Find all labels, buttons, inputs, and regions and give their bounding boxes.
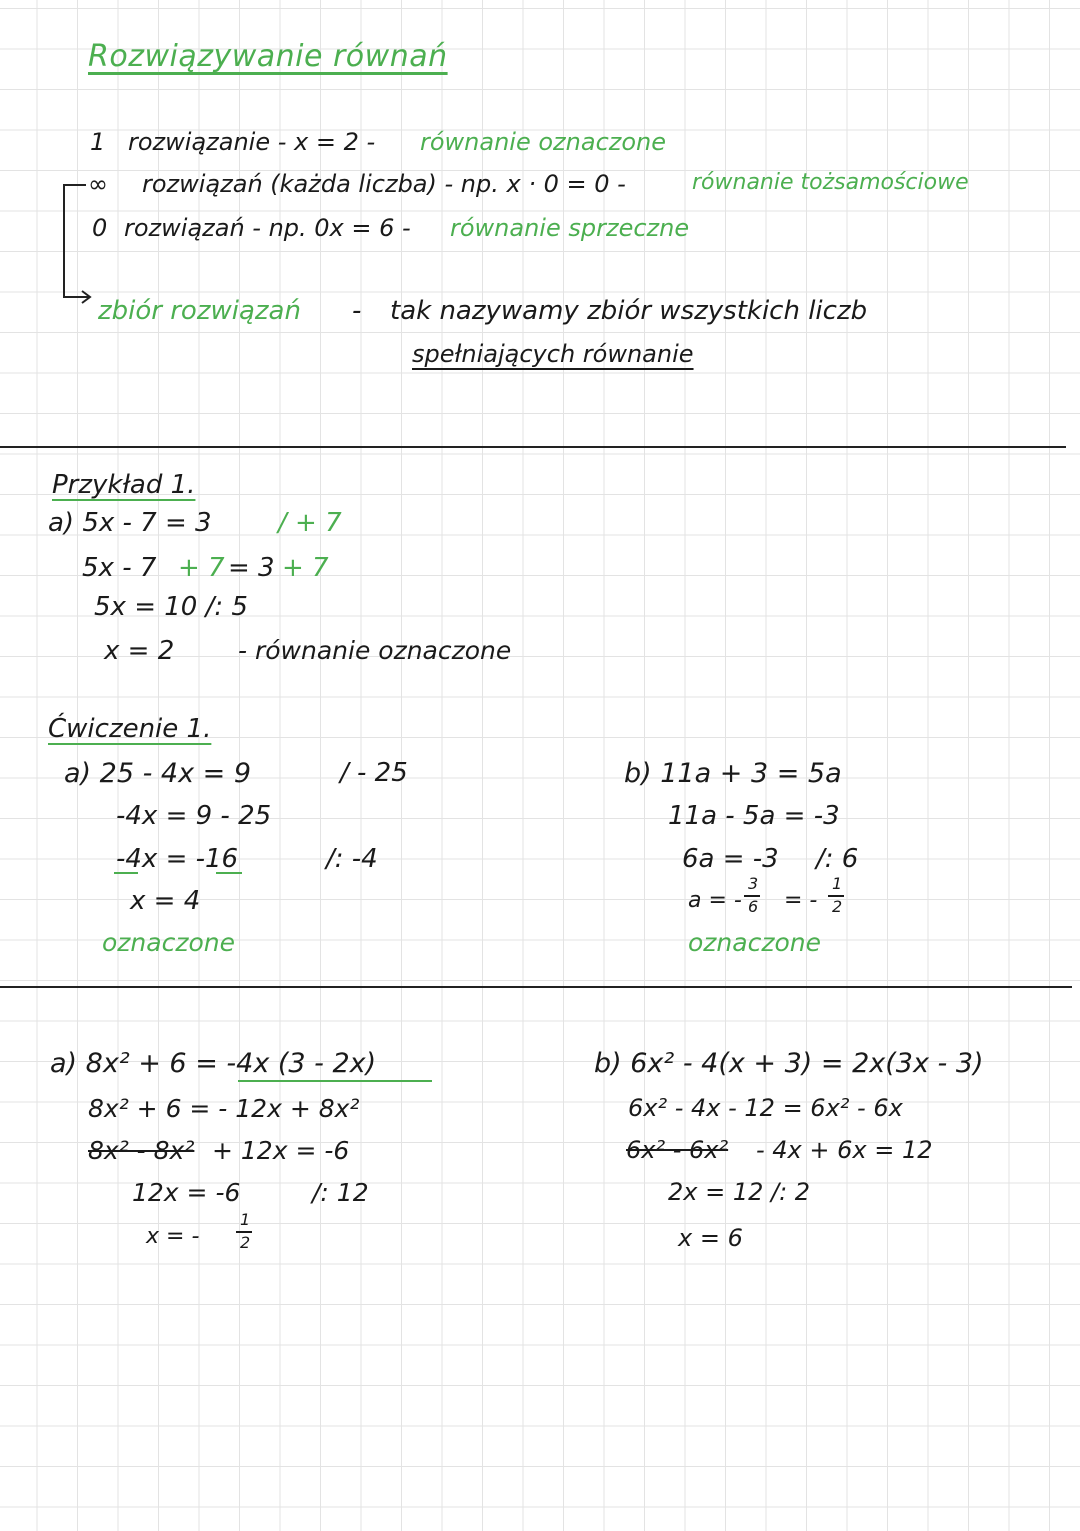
example1-line2a: 5x - 7 (82, 553, 157, 583)
exercise2b-line1: b) 6x² - 4(x + 3) = 2x(3x - 3) (594, 1048, 984, 1079)
exercise2b-line3a: 6x² - 6x² (626, 1136, 729, 1164)
exercise2b-line5: x = 6 (678, 1224, 743, 1252)
exercise1b-line4a: a = - (688, 888, 742, 913)
example1-op: / + 7 (278, 508, 342, 538)
exercise2a-green-underline (236, 1078, 436, 1086)
def-zero-text: rozwiązań - np. 0x = 6 - (124, 214, 411, 242)
def-set-line1: tak nazywamy zbiór wszystkich liczb (390, 296, 868, 326)
def-one-count: 1 (90, 128, 106, 156)
example1-line2b: + 7 (178, 553, 225, 583)
exercise2a-line3b: + 12x = -6 (212, 1136, 350, 1165)
def-set-line2: spełniających równanie (412, 340, 694, 368)
exercise1b-line1: b) 11a + 3 = 5a (624, 758, 842, 789)
exercise2a-frac-den: 2 (240, 1233, 251, 1252)
exercise1a-line4: x = 4 (130, 886, 201, 916)
exercise2a-line3a: 8x² - 8x² (88, 1136, 195, 1165)
example1-line2d: + 7 (282, 553, 329, 583)
exercise1a-op1: / - 25 (340, 758, 408, 788)
def-zero-label: równanie sprzeczne (450, 214, 690, 242)
exercise1b-op3: /: 6 (816, 844, 859, 874)
exercise2b-line2: 6x² - 4x - 12 = 6x² - 6x (628, 1094, 903, 1122)
exercise1b-line4b: = - (784, 888, 818, 913)
def-one-text: rozwiązanie - x = 2 - (128, 128, 376, 156)
exercise1a-line1: a) 25 - 4x = 9 (64, 758, 252, 789)
example1-line2c: = 3 (228, 553, 275, 583)
section-divider-2 (0, 986, 1072, 988)
exercise1b-result: oznaczone (688, 928, 821, 957)
exercise1b-frac1-den: 6 (748, 897, 759, 916)
def-inf-count: ∞ (88, 170, 108, 198)
def-one-label: równanie oznaczone (420, 128, 667, 156)
exercise2b-line3b: - 4x + 6x = 12 (756, 1136, 933, 1164)
exercise2b-line4: 2x = 12 /: 2 (668, 1178, 811, 1206)
exercise2a-op4: /: 12 (312, 1178, 369, 1207)
def-zero-count: 0 (92, 214, 108, 242)
exercise1a-green-marks (112, 870, 292, 878)
exercise2a-line1: a) 8x² + 6 = -4x (3 - 2x) (50, 1048, 377, 1079)
def-set-term: zbiór rozwiązań (98, 296, 301, 326)
exercise1a-result: oznaczone (102, 928, 235, 957)
exercise1b-line3: 6a = -3 (682, 844, 779, 874)
section-divider (0, 446, 1066, 448)
exercise1a-line2: -4x = 9 - 25 (116, 801, 272, 831)
example1-line1: a) 5x - 7 = 3 (48, 508, 212, 538)
exercise2a-line2: 8x² + 6 = - 12x + 8x² (88, 1094, 360, 1123)
exercise1b-frac1-num: 3 (748, 874, 759, 893)
exercise1-heading: Ćwiczenie 1. (48, 714, 212, 744)
def-inf-text: rozwiązań (każda liczba) - np. x · 0 = 0 - (142, 170, 626, 198)
example1-line3: 5x = 10 /: 5 (94, 592, 248, 622)
exercise1b-line2: 11a - 5a = -3 (668, 801, 840, 831)
example1-heading: Przykład 1. (52, 470, 196, 500)
exercise1b-frac2-num: 1 (832, 874, 843, 893)
page-title: Rozwiązywanie równań (88, 39, 448, 74)
exercise2a-line4: 12x = -6 (132, 1178, 241, 1207)
exercise1a-op3: /: -4 (326, 844, 378, 874)
exercise2a-frac-num: 1 (240, 1210, 251, 1229)
def-inf-label: równanie tożsamościowe (692, 170, 969, 195)
exercise1a-line3: -4x = -16 (116, 844, 239, 874)
exercise2a-line5: x = - (146, 1224, 200, 1249)
def-set-dash: - (352, 296, 362, 326)
example1-line4: x = 2 (104, 636, 175, 666)
exercise1b-frac2-den: 2 (832, 897, 843, 916)
example1-result: - równanie oznaczone (238, 636, 512, 665)
